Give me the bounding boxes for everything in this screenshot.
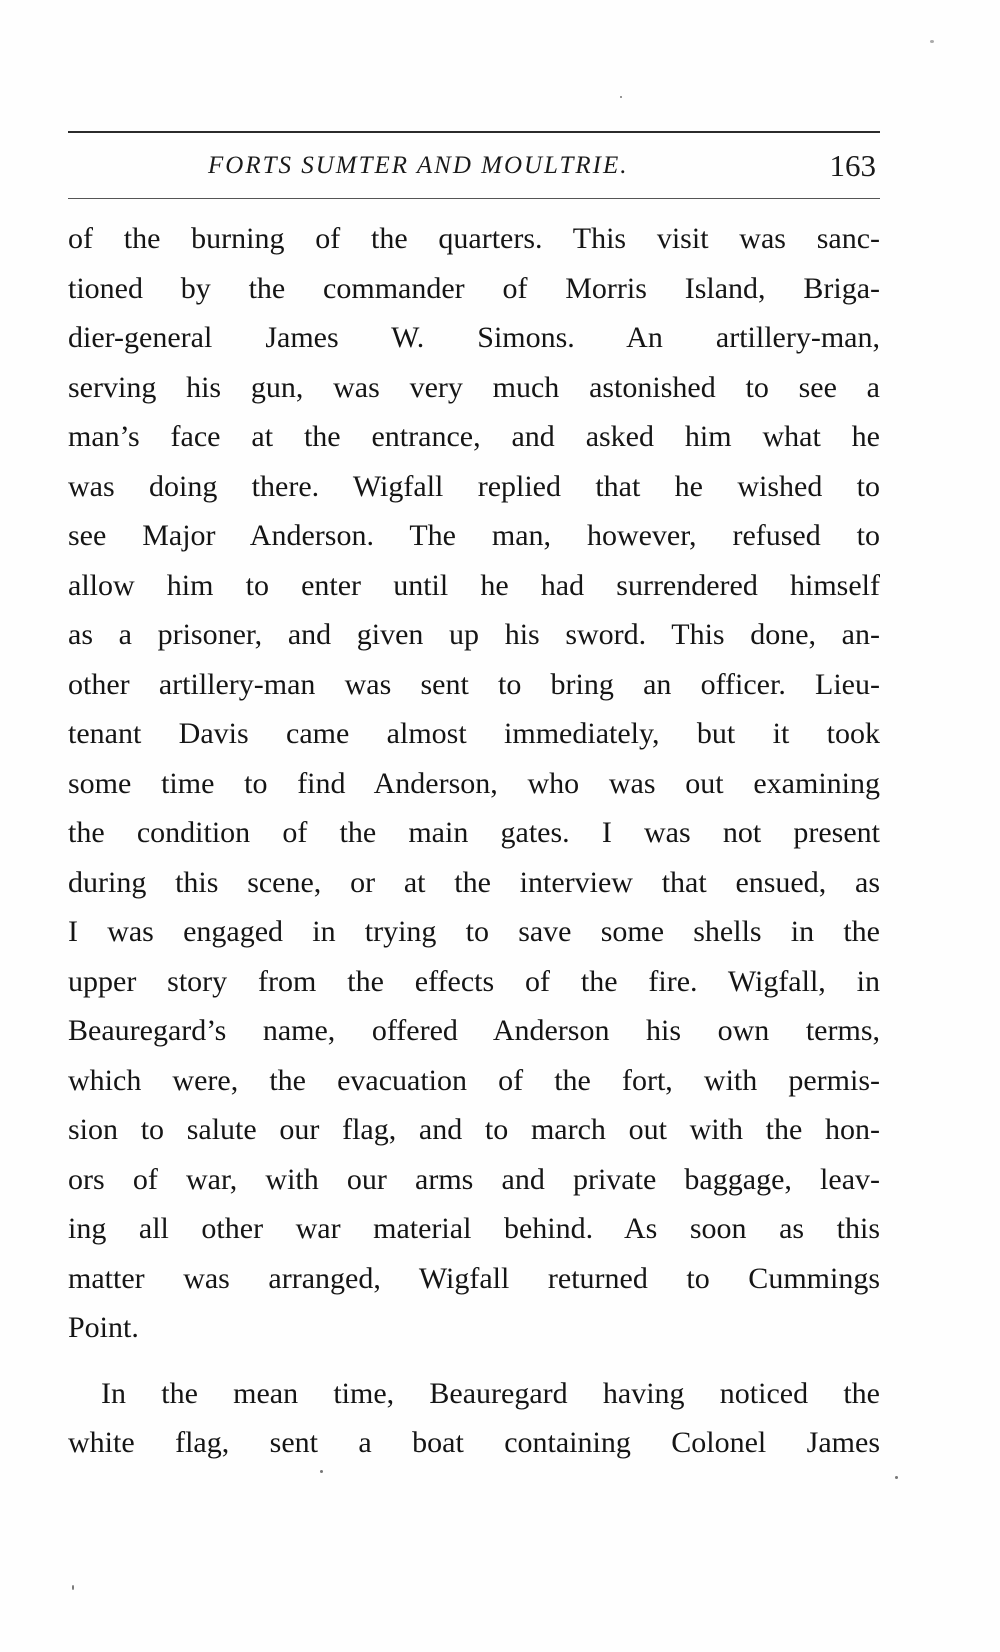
text-line: which were, the evacuation of the fort, with permis- (68, 1063, 880, 1097)
text-line: the condition of the main gates. I was not present (68, 816, 880, 849)
text-line: serving his gun, was very much astonished to see a (68, 370, 880, 404)
text-line: tioned by the commander of Morris Island, Briga- (68, 271, 880, 305)
paragraph (68, 1369, 880, 1468)
paper-speck (72, 1585, 74, 1590)
text-line: In the mean time, Beauregard having noticed the (101, 1376, 880, 1410)
text-line: upper story from the effects of the fire. Wigfall, in (68, 964, 880, 998)
paper-speck (320, 1470, 323, 1473)
page-number: 163 (829, 148, 876, 183)
text-line: dier-general James W. Simons. An artillery-man, (68, 321, 880, 354)
text-line: white flag, sent a boat containing Colonel James (68, 1426, 880, 1459)
text-line: ing all other war material behind. As soon as this (68, 1212, 880, 1245)
text-line: other artillery-man was sent to bring an officer. Lieu- (68, 667, 880, 701)
paragraph (68, 214, 880, 1353)
paragraph-gap (68, 1353, 880, 1369)
text-line: of the burning of the quarters. This visit was sanc- (68, 222, 880, 255)
running-title: FORTS SUMTER AND MOULTRIE. (208, 152, 629, 179)
text-line: during this scene, or at the interview that ensued, as (68, 865, 880, 899)
body-text (68, 214, 880, 1468)
text-line: was doing there. Wigfall replied that he wished to (68, 469, 880, 503)
text-line: I was engaged in trying to save some shells in the (68, 915, 880, 948)
text-line: matter was arranged, Wigfall returned to Cummings (68, 1261, 880, 1295)
text-line: as a prisoner, and given up his sword. This done, an- (68, 618, 880, 651)
text-line: Beauregard’s name, offered Anderson his own terms, (68, 1014, 880, 1047)
running-head (68, 148, 880, 188)
paper-speck (930, 40, 934, 43)
header-top-rule (68, 131, 880, 133)
text-line: allow him to enter until he had surrendered himself (68, 568, 880, 602)
text-line: tenant Davis came almost immediately, but it took (68, 717, 880, 750)
text-line: sion to salute our flag, and to march out with the hon- (68, 1113, 880, 1146)
text-line: ors of war, with our arms and private baggage, leav- (68, 1162, 880, 1196)
text-line: Point. (68, 1311, 139, 1344)
text-line: some time to find Anderson, who was out examining (68, 766, 880, 800)
text-line: man’s face at the entrance, and asked him what he (68, 420, 880, 453)
paper-speck (895, 1476, 898, 1479)
paper-speck (620, 96, 622, 98)
header-bottom-rule (68, 198, 880, 199)
text-line: see Major Anderson. The man, however, refused to (68, 519, 880, 552)
